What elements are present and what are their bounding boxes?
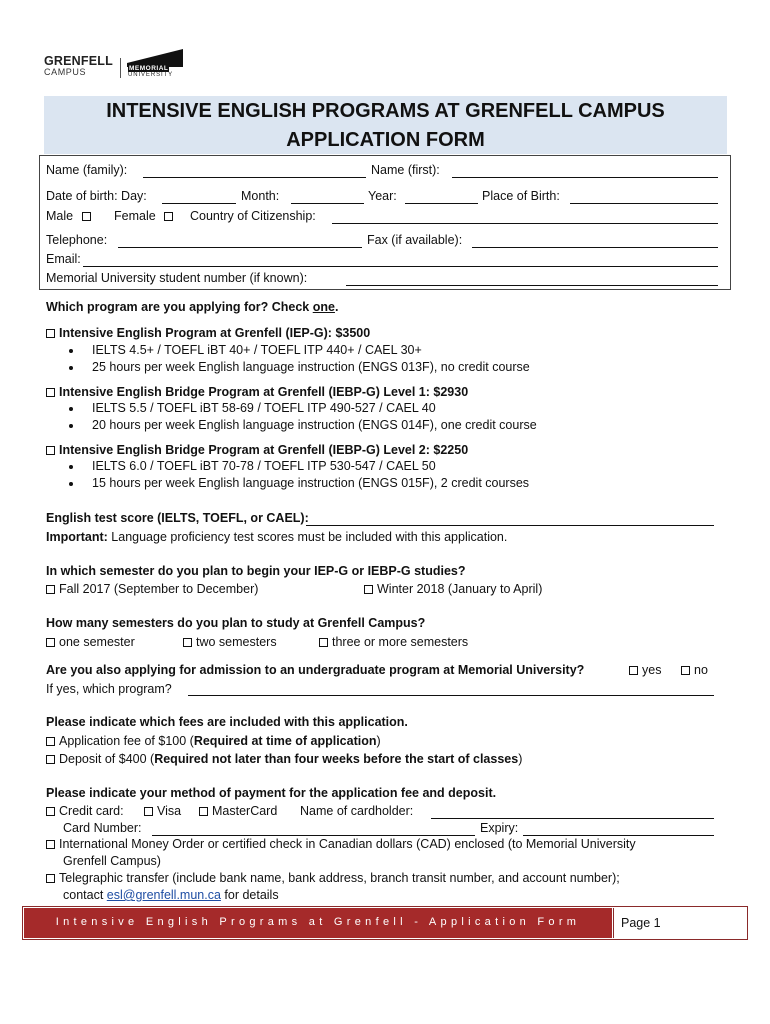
program-option-iepg[interactable] — [46, 326, 370, 340]
bullet — [69, 407, 73, 411]
contact-text: contact — [63, 888, 107, 902]
fall-option[interactable] — [46, 582, 258, 596]
contact-line — [63, 888, 279, 902]
two-semesters-option[interactable] — [183, 635, 277, 649]
dob-year-field[interactable] — [405, 203, 478, 204]
iepg-bullet-1: IELTS 4.5+ / TOEFL iBT 40+ / TOEFL ITP 440+ / CAEL 30+ — [92, 343, 422, 357]
cardholder-field[interactable] — [431, 818, 714, 819]
application-fee-required: Required at time of application — [193, 734, 377, 748]
iebpg1-title: Intensive English Bridge Program at Grenfell (IEBP-G) Level 1: $2930 — [59, 385, 469, 399]
place-of-birth-label: Place of Birth: — [482, 189, 560, 203]
bullet — [69, 465, 73, 469]
visa-checkbox[interactable] — [144, 807, 153, 816]
bullet — [69, 349, 73, 353]
name-first-field[interactable] — [452, 177, 718, 178]
important-note — [46, 530, 507, 544]
fax-field[interactable] — [472, 247, 718, 248]
iebpg1-bullet-2: 20 hours per week English language instruction (ENGS 014F), one credit course — [92, 418, 537, 432]
form-title-line1: INTENSIVE ENGLISH PROGRAMS AT GRENFELL CAMPUS — [106, 100, 665, 122]
winter-checkbox[interactable] — [364, 585, 373, 594]
expiry-label: Expiry: — [480, 821, 519, 835]
test-score-label: English test score (IELTS, TOEFL, or CAEL): — [46, 511, 309, 525]
money-order-text: International Money Order or certified check in Canadian dollars (CAD) enclosed (to Memorial University — [59, 837, 636, 851]
bullet — [69, 482, 73, 486]
application-fee-close: ) — [376, 734, 381, 748]
expiry-field[interactable] — [523, 835, 714, 836]
semester-count-question: How many semesters do you plan to study at Grenfell Campus? — [46, 616, 426, 630]
name-first-label: Name (first): — [371, 163, 440, 177]
one-semester-label: one semester — [59, 635, 135, 649]
three-semesters-option[interactable] — [319, 635, 468, 649]
iebpg2-checkbox[interactable] — [46, 446, 55, 455]
which-program-field[interactable] — [188, 695, 714, 696]
bullet — [69, 366, 73, 370]
deposit-option[interactable] — [46, 752, 522, 766]
student-number-label: Memorial University student number (if known): — [46, 271, 308, 285]
program-question-text: Which program are you applying for? Check — [46, 300, 310, 314]
dob-month-label: Month: — [241, 189, 280, 203]
application-fee-checkbox[interactable] — [46, 737, 55, 746]
dob-day-label: Date of birth: Day: — [46, 189, 147, 203]
citizenship-label: Country of Citizenship: — [190, 209, 316, 223]
program-question-end: . — [334, 300, 339, 314]
male-checkbox[interactable] — [82, 212, 91, 221]
program-option-iebpg-2[interactable] — [46, 443, 468, 457]
important-text: Language proficiency test scores must be included with this application. — [107, 530, 508, 544]
female-label: Female — [114, 209, 156, 223]
winter-label: Winter 2018 (January to April) — [377, 582, 543, 596]
one-semester-checkbox[interactable] — [46, 638, 55, 647]
iepg-title: Intensive English Program at Grenfell (IEP-G): $3500 — [59, 326, 371, 340]
citizenship-field[interactable] — [332, 223, 718, 224]
logo-university: UNIVERSITY — [128, 72, 174, 78]
iebpg2-bullet-2: 15 hours per week English language instruction (ENGS 015F), 2 credit courses — [92, 476, 530, 490]
logo-memorial: MEMORIAL — [129, 65, 169, 72]
no-checkbox[interactable] — [681, 666, 690, 675]
bullet — [69, 424, 73, 428]
fees-question: Please indicate which fees are included with this application. — [46, 715, 408, 729]
application-fee-option[interactable] — [46, 734, 381, 748]
logo-grenfell: GRENFELL — [44, 54, 113, 68]
credit-card-option[interactable] — [46, 804, 124, 818]
deposit-text: Deposit of $400 ( — [59, 752, 155, 766]
name-family-field[interactable] — [143, 177, 366, 178]
form-title-line2: APPLICATION FORM — [286, 129, 485, 151]
no-label: no — [694, 663, 708, 677]
money-order-option[interactable] — [46, 837, 636, 851]
money-order-text-2: Grenfell Campus) — [63, 854, 161, 868]
credit-card-checkbox[interactable] — [46, 807, 55, 816]
iebpg1-bullet-1: IELTS 5.5 / TOEFL iBT 58-69 / TOEFL ITP 490-527 / CAEL 40 — [92, 401, 436, 415]
yes-label: yes — [642, 663, 662, 677]
mastercard-option[interactable] — [199, 804, 277, 818]
telephone-label: Telephone: — [46, 233, 108, 247]
iebpg2-bullet-1: IELTS 6.0 / TOEFL iBT 70-78 / TOEFL ITP 530-547 / CAEL 50 — [92, 459, 436, 473]
which-program-label: If yes, which program? — [46, 682, 172, 696]
visa-label: Visa — [157, 804, 182, 818]
yes-option[interactable] — [629, 663, 661, 677]
card-number-field[interactable] — [152, 835, 475, 836]
credit-card-label: Credit card: — [59, 804, 124, 818]
telegraphic-text: Telegraphic transfer (include bank name, bank address, branch transit number, and account number); — [59, 871, 620, 885]
contact-email-link[interactable]: esl@grenfell.mun.ca — [106, 888, 221, 902]
visa-option[interactable] — [144, 804, 181, 818]
fall-label: Fall 2017 (September to December) — [59, 582, 259, 596]
logo-divider — [120, 58, 121, 78]
fall-checkbox[interactable] — [46, 585, 55, 594]
three-semesters-label: three or more semesters — [332, 635, 469, 649]
mastercard-checkbox[interactable] — [199, 807, 208, 816]
iebpg1-checkbox[interactable] — [46, 388, 55, 397]
program-option-iebpg-1[interactable] — [46, 385, 468, 399]
deposit-checkbox[interactable] — [46, 755, 55, 764]
email-field[interactable] — [83, 266, 718, 267]
payment-question: Please indicate your method of payment for the application fee and deposit. — [46, 786, 497, 800]
money-order-checkbox[interactable] — [46, 840, 55, 849]
dob-month-field[interactable] — [291, 203, 364, 204]
iepg-bullet-2: 25 hours per week English language instruction (ENGS 013F), no credit course — [92, 360, 530, 374]
female-checkbox[interactable] — [164, 212, 173, 221]
male-label: Male — [46, 209, 74, 223]
telegraphic-option[interactable] — [46, 871, 620, 885]
telegraphic-checkbox[interactable] — [46, 874, 55, 883]
dob-day-field[interactable] — [162, 203, 236, 204]
card-number-label: Card Number: — [63, 821, 142, 835]
telephone-field[interactable] — [118, 247, 362, 248]
program-question — [46, 300, 338, 314]
deposit-close: ) — [518, 752, 523, 766]
male-option[interactable] — [46, 209, 95, 223]
iebpg2-title: Intensive English Bridge Program at Grenfell (IEBP-G) Level 2: $2250 — [59, 443, 469, 457]
one-semester-option[interactable] — [46, 635, 135, 649]
mastercard-label: MasterCard — [212, 804, 278, 818]
dob-year-label: Year: — [368, 189, 397, 203]
two-semesters-label: two semesters — [196, 635, 277, 649]
test-score-field[interactable] — [306, 525, 714, 526]
fax-label: Fax (if available): — [367, 233, 463, 247]
female-option[interactable] — [114, 209, 177, 223]
footer-divider — [613, 908, 614, 938]
footer-text: Intensive English Programs at Grenfell - Application Form — [55, 916, 581, 928]
winter-option[interactable] — [364, 582, 542, 596]
name-family-label: Name (family): — [46, 163, 128, 177]
yes-checkbox[interactable] — [629, 666, 638, 675]
two-semesters-checkbox[interactable] — [183, 638, 192, 647]
logo-campus: CAMPUS — [44, 67, 87, 77]
cardholder-label: Name of cardholder: — [300, 804, 414, 818]
important-label: Important: — [46, 530, 108, 544]
iepg-checkbox[interactable] — [46, 329, 55, 338]
student-number-field[interactable] — [346, 285, 718, 286]
program-question-emphasis: one — [312, 300, 335, 314]
application-fee-text: Application fee of $100 ( — [59, 734, 194, 748]
contact-details: for details — [220, 888, 279, 902]
page-number: Page 1 — [621, 916, 661, 930]
no-option[interactable] — [681, 663, 708, 677]
semester-question: In which semester do you plan to begin your IEP-G or IEBP-G studies? — [46, 564, 466, 578]
undergrad-question: Are you also applying for admission to an undergraduate program at Memorial University? — [46, 663, 585, 677]
place-of-birth-field[interactable] — [570, 203, 718, 204]
email-label: Email: — [46, 252, 81, 266]
memorial-university-logo — [127, 45, 183, 82]
deposit-required: Required not later than four weeks before the start of classes — [154, 752, 519, 766]
three-semesters-checkbox[interactable] — [319, 638, 328, 647]
